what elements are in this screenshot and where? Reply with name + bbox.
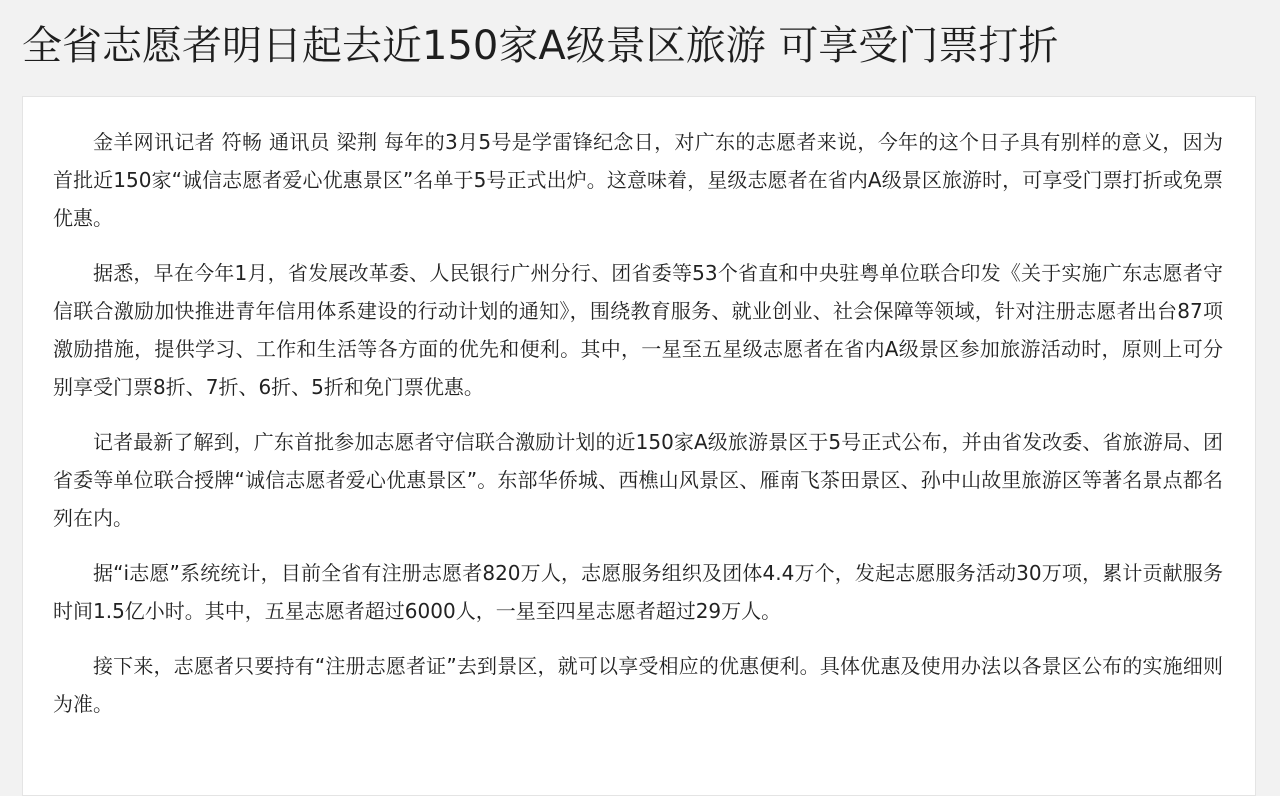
article-paragraph-3: 记者最新了解到，广东首批参加志愿者守信联合激励计划的近150家A级旅游景区于5号正式公布，并由省发改委、省旅游局、团省委等单位联合授牌“诚信志愿者爱心优惠景区”。东部华侨城、西樵山风景区、雁南飞茶田景区、孙中山故里旅游区等著名景点都名列在内。 xyxy=(53,430,1223,530)
article-paragraph-4: 据“i志愿”系统统计，目前全省有注册志愿者820万人，志愿服务组织及团体4.4万个，发起志愿服务活动30万项，累计贡献服务时间1.5亿小时。其中，五星志愿者超过6000人，一星至四星志愿者超过29万人。 xyxy=(53,561,1223,623)
article-body xyxy=(53,123,1223,740)
article-paragraph-1: 金羊网讯记者 符畅 通讯员 梁荆 每年的3月5号是学雷锋纪念日，对广东的志愿者来说，今年的这个日子具有别样的意义，因为首批近150家“诚信志愿者爱心优惠景区”名单于5号正式出炉。这意味着，星级志愿者在省内A级景区旅游时，可享受门票打折或免票优惠。 xyxy=(53,130,1223,230)
article-title: 全省志愿者明日起去近150家A级景区旅游 可享受门票打折 xyxy=(22,23,1059,69)
article-paragraph-2: 据悉，早在今年1月，省发展改革委、人民银行广州分行、团省委等53个省直和中央驻粤单位联合印发《关于实施广东志愿者守信联合激励加快推进青年信用体系建设的行动计划的通知》，围绕教育服务、就业创业、社会保障等领域，针对注册志愿者出台87项激励措施，提供学习、工作和生活等各方面的优先和便利。其中，一星至五星级志愿者在省内A级景区参加旅游活动时，原则上可分别享受门票8折、7折、6折、5折和免门票优惠。 xyxy=(53,261,1223,399)
article-paragraph-5: 接下来，志愿者只要持有“注册志愿者证”去到景区，就可以享受相应的优惠便利。具体优惠及使用办法以各景区公布的实施细则为准。 xyxy=(53,654,1223,716)
article-card xyxy=(22,96,1256,796)
